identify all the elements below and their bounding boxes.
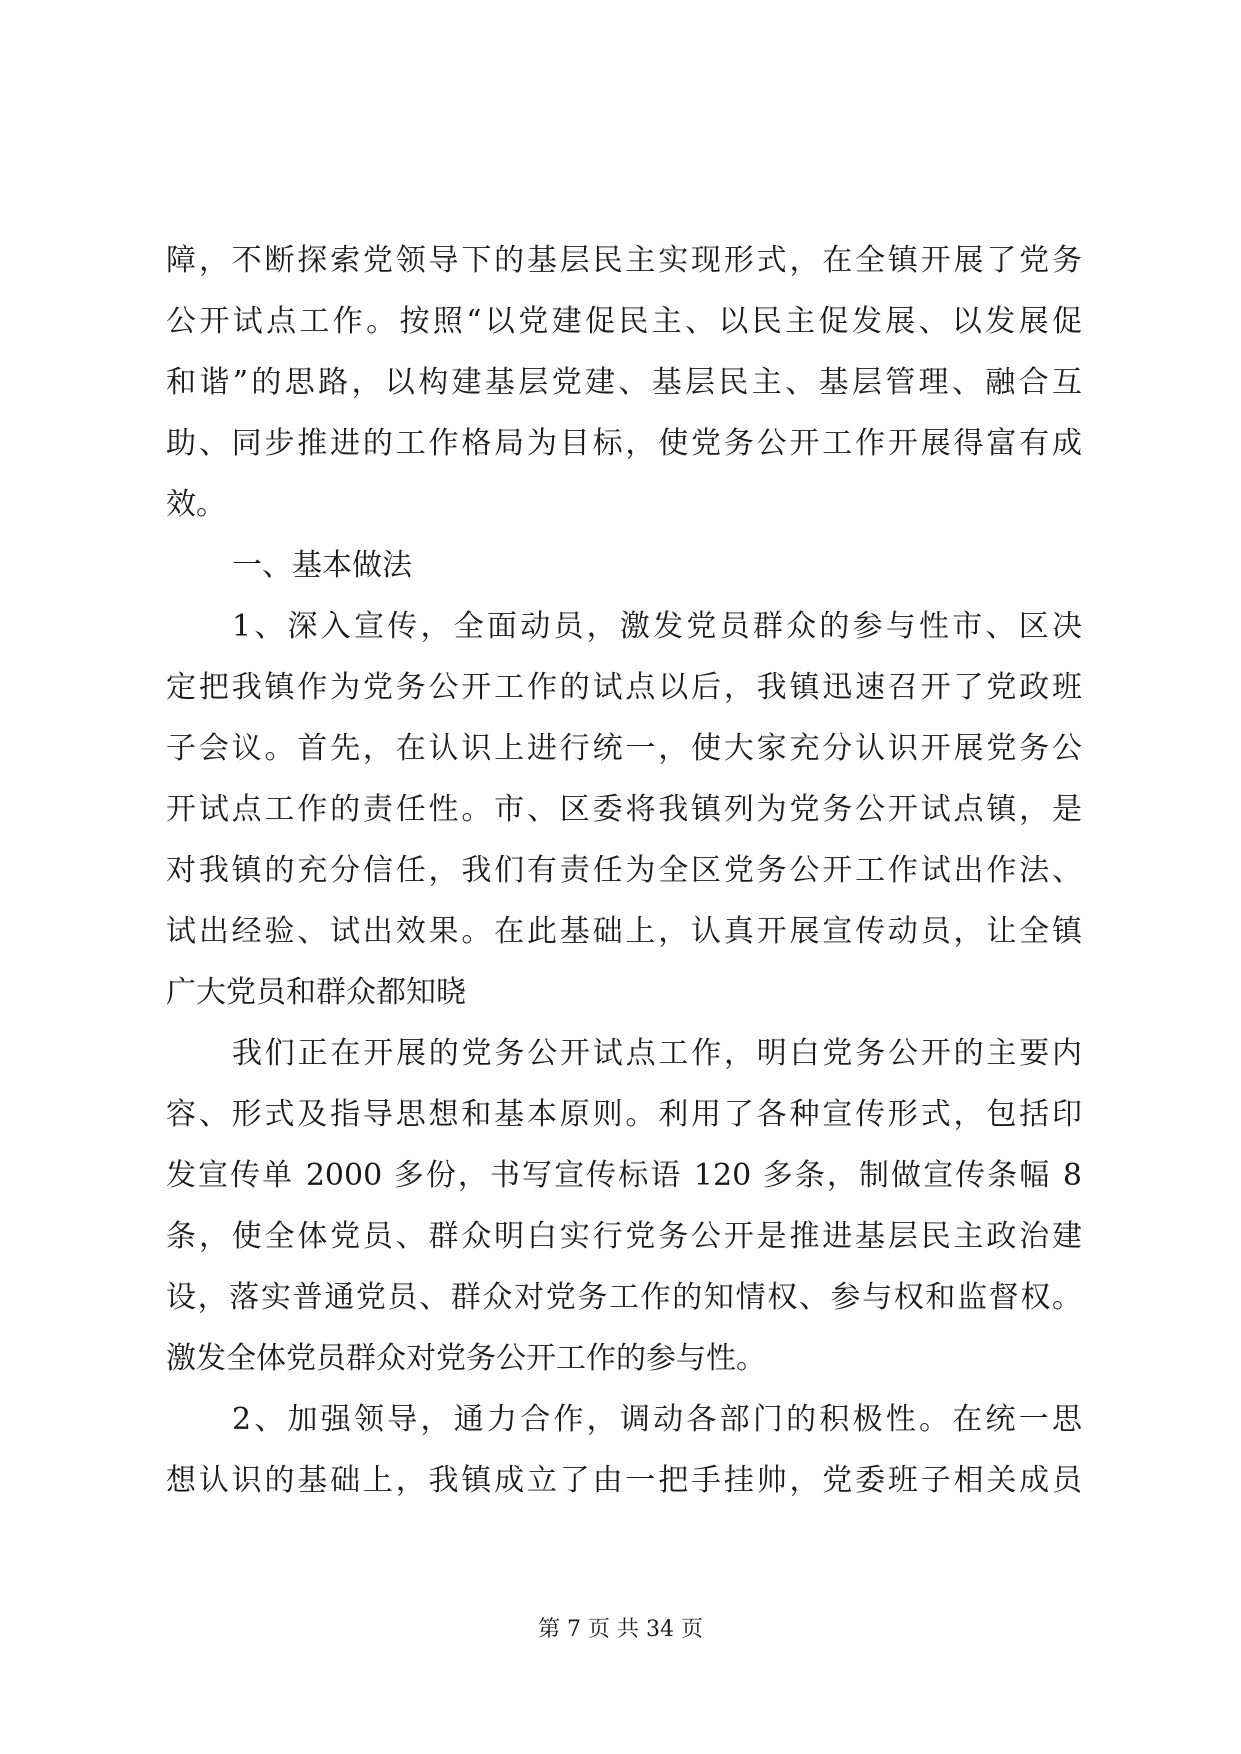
- body-text: [166, 230, 1082, 1511]
- text-line: 1、深入宣传，全面动员，激发党员群众的参与性市、区决: [232, 609, 1082, 644]
- text-line: 公开试点工作。按照“以党建促民主、以民主促发展、以发展促: [166, 304, 1082, 339]
- text-line: 障，不断探索党领导下的基层民主实现形式，在全镇开展了党务: [166, 243, 1082, 278]
- page-footer: 第 7 页 共 34 页: [538, 1617, 703, 1642]
- text-line: 开试点工作的责任性。市、区委将我镇列为党务公开试点镇，是: [166, 792, 1082, 827]
- text-line: 2、加强领导，通力合作，调动各部门的积极性。在统一思: [232, 1402, 1082, 1437]
- text-line: 发宣传单 2000 多份，书写宣传标语 120 多条，制做宣传条幅 8: [166, 1158, 1082, 1193]
- text-line: 效。: [166, 487, 226, 522]
- text-line: 我们正在开展的党务公开试点工作，明白党务公开的主要内: [232, 1036, 1082, 1071]
- text-line: 想认识的基础上，我镇成立了由一把手挂帅，党委班子相关成员: [166, 1463, 1082, 1498]
- text-line: 子会议。首先，在认识上进行统一，使大家充分认识开展党务公: [166, 731, 1082, 766]
- text-line: 条，使全体党员、群众明白实行党务公开是推进基层民主政治建: [166, 1219, 1082, 1254]
- text-line: 对我镇的充分信任，我们有责任为全区党务公开工作试出作法、: [166, 853, 1082, 888]
- text-line: 激发全体党员群众对党务公开工作的参与性。: [166, 1341, 766, 1376]
- text-line: 试出经验、试出效果。在此基础上，认真开展宣传动员，让全镇: [166, 914, 1082, 949]
- text-line: 助、同步推进的工作格局为目标，使党务公开工作开展得富有成: [166, 426, 1082, 461]
- text-line: 定把我镇作为党务公开工作的试点以后，我镇迅速召开了党政班: [166, 670, 1082, 705]
- text-line: 容、形式及指导思想和基本原则。利用了各种宣传形式，包括印: [166, 1097, 1082, 1132]
- section-heading: 一、基本做法: [232, 548, 412, 583]
- text-line: 设，落实普通党员、群众对党务工作的知情权、参与权和监督权。: [166, 1280, 1082, 1315]
- text-line: 和谐”的思路，以构建基层党建、基层民主、基层管理、融合互: [166, 365, 1082, 400]
- text-line: 广大党员和群众都知晓: [166, 975, 466, 1010]
